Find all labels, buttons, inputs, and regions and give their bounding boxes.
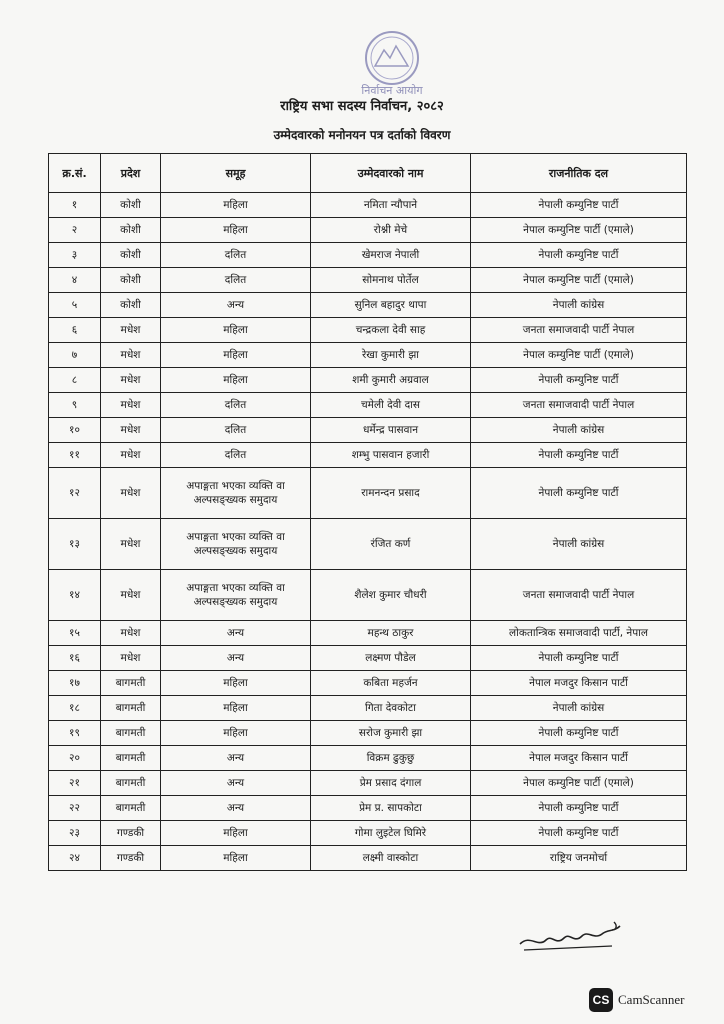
cell-province: बागमती: [101, 696, 161, 721]
table-row: [49, 721, 687, 746]
cell-candidate-name: गिता देवकोटा: [311, 696, 471, 721]
cell-party: नेपाली कम्युनिष्ट पार्टी: [471, 443, 687, 468]
cell-party: नेपाल मजदुर किसान पार्टी: [471, 746, 687, 771]
cell-group: दलित: [161, 443, 311, 468]
cell-province: गण्डकी: [101, 846, 161, 871]
cell-province: बागमती: [101, 671, 161, 696]
cell-province: गण्डकी: [101, 821, 161, 846]
cell-candidate-name: रंजित कर्ण: [311, 519, 471, 570]
cell-serial: ८: [49, 368, 101, 393]
cell-party: नेपाल कम्युनिष्ट पार्टी (एमाले): [471, 771, 687, 796]
table-row: [49, 318, 687, 343]
cell-party: नेपाली कम्युनिष्ट पार्टी: [471, 646, 687, 671]
cell-party: नेपाल कम्युनिष्ट पार्टी (एमाले): [471, 343, 687, 368]
table-row: [49, 468, 687, 519]
cell-candidate-name: शैलेश कुमार चौधरी: [311, 570, 471, 621]
cell-province: मधेश: [101, 646, 161, 671]
cell-province: कोशी: [101, 218, 161, 243]
table-row: [49, 268, 687, 293]
cell-province: बागमती: [101, 746, 161, 771]
cell-group: दलित: [161, 418, 311, 443]
table-row: [49, 570, 687, 621]
cell-candidate-name: चन्द्रकला देवी साह: [311, 318, 471, 343]
cell-group: महिला: [161, 846, 311, 871]
cell-candidate-name: सुनिल बहादुर थापा: [311, 293, 471, 318]
cell-province: मधेश: [101, 368, 161, 393]
table-row: [49, 646, 687, 671]
camscanner-watermark: CamScanner: [618, 992, 685, 1007]
cell-party: नेपाली कम्युनिष्ट पार्टी: [471, 368, 687, 393]
cell-group: महिला: [161, 368, 311, 393]
cell-group: अपाङ्गता भएका व्यक्ति वा अल्पसङ्ख्यक समुदाय: [161, 519, 311, 570]
cell-serial: १७: [49, 671, 101, 696]
cell-candidate-name: प्रेम प्र. सापकोटा: [311, 796, 471, 821]
cell-province: मधेश: [101, 418, 161, 443]
cell-province: बागमती: [101, 796, 161, 821]
cell-group: अन्य: [161, 796, 311, 821]
table-header-row: [49, 154, 687, 193]
cell-candidate-name: लक्ष्मण पौडेल: [311, 646, 471, 671]
cell-candidate-name: कबिता महर्जन: [311, 671, 471, 696]
cell-province: मधेश: [101, 318, 161, 343]
header-province: प्रदेश: [101, 154, 161, 193]
cell-group: दलित: [161, 268, 311, 293]
cell-group: महिला: [161, 671, 311, 696]
cell-candidate-name: नमिता न्यौपाने: [311, 193, 471, 218]
page-subtitle: उम्मेदवारको मनोनयन पत्र दर्ताको विवरण: [273, 128, 451, 142]
cell-serial: १२: [49, 468, 101, 519]
cell-party: जनता समाजवादी पार्टी नेपाल: [471, 318, 687, 343]
cell-province: कोशी: [101, 268, 161, 293]
header-party: राजनीतिक दल: [471, 154, 687, 193]
candidate-table: [48, 153, 687, 871]
cell-serial: १८: [49, 696, 101, 721]
cell-candidate-name: शम्भु पासवान हजारी: [311, 443, 471, 468]
cell-province: मधेश: [101, 519, 161, 570]
table-row: [49, 243, 687, 268]
cell-province: कोशी: [101, 243, 161, 268]
cell-province: कोशी: [101, 193, 161, 218]
cell-party: नेपाली कांग्रेस: [471, 519, 687, 570]
cell-party: लोकतान्त्रिक समाजवादी पार्टी, नेपाल: [471, 621, 687, 646]
table-row: [49, 671, 687, 696]
cell-group: दलित: [161, 243, 311, 268]
table-row: [49, 218, 687, 243]
cell-serial: ११: [49, 443, 101, 468]
cell-serial: १३: [49, 519, 101, 570]
table-row: [49, 193, 687, 218]
cell-serial: १६: [49, 646, 101, 671]
cell-party: नेपाल कम्युनिष्ट पार्टी (एमाले): [471, 218, 687, 243]
header-candidate-name: उम्मेदवारको नाम: [311, 154, 471, 193]
cell-province: मधेश: [101, 621, 161, 646]
table-row: [49, 519, 687, 570]
cell-group: महिला: [161, 696, 311, 721]
cell-serial: ३: [49, 243, 101, 268]
cell-candidate-name: रामनन्दन प्रसाद: [311, 468, 471, 519]
cell-party: नेपाली कांग्रेस: [471, 418, 687, 443]
seal-text: निर्वाचन आयोग: [361, 84, 423, 97]
cell-group: अपाङ्गता भएका व्यक्ति वा अल्पसङ्ख्यक समुदाय: [161, 570, 311, 621]
cell-serial: १४: [49, 570, 101, 621]
table-row: [49, 846, 687, 871]
cell-serial: २३: [49, 821, 101, 846]
cell-serial: १५: [49, 621, 101, 646]
cell-party: राष्ट्रिय जनमोर्चा: [471, 846, 687, 871]
cell-candidate-name: महन्थ ठाकुर: [311, 621, 471, 646]
cell-group: महिला: [161, 193, 311, 218]
cell-group: अन्य: [161, 746, 311, 771]
cell-candidate-name: सोमनाथ पोर्तेल: [311, 268, 471, 293]
cell-group: अन्य: [161, 621, 311, 646]
cell-serial: १: [49, 193, 101, 218]
cell-group: दलित: [161, 393, 311, 418]
cell-candidate-name: लक्ष्मी वास्कोटा: [311, 846, 471, 871]
cell-candidate-name: गोमा लुइटेल घिमिरे: [311, 821, 471, 846]
cell-party: नेपाली कम्युनिष्ट पार्टी: [471, 721, 687, 746]
table-row: [49, 796, 687, 821]
cell-province: कोशी: [101, 293, 161, 318]
cell-serial: २: [49, 218, 101, 243]
cell-candidate-name: विक्रम ढुकुछु: [311, 746, 471, 771]
cell-province: मधेश: [101, 443, 161, 468]
header-serial: क्र.सं.: [49, 154, 101, 193]
cell-serial: ५: [49, 293, 101, 318]
cell-party: नेपाली कांग्रेस: [471, 293, 687, 318]
cell-candidate-name: प्रेम प्रसाद दंगाल: [311, 771, 471, 796]
cell-group: अन्य: [161, 771, 311, 796]
cell-serial: ७: [49, 343, 101, 368]
cell-party: नेपाली कम्युनिष्ट पार्टी: [471, 796, 687, 821]
table-row: [49, 443, 687, 468]
cell-province: मधेश: [101, 570, 161, 621]
cell-group: अन्य: [161, 293, 311, 318]
cell-party: नेपाली कम्युनिष्ट पार्टी: [471, 193, 687, 218]
table-row: [49, 293, 687, 318]
cell-group: अपाङ्गता भएका व्यक्ति वा अल्पसङ्ख्यक समुदाय: [161, 468, 311, 519]
cell-party: नेपाली कम्युनिष्ट पार्टी: [471, 468, 687, 519]
cell-candidate-name: खेमराज नेपाली: [311, 243, 471, 268]
table-row: [49, 368, 687, 393]
cell-party: नेपाल कम्युनिष्ट पार्टी (एमाले): [471, 268, 687, 293]
cell-serial: २०: [49, 746, 101, 771]
table-row: [49, 418, 687, 443]
cell-serial: २४: [49, 846, 101, 871]
cell-serial: २१: [49, 771, 101, 796]
cell-candidate-name: शमी कुमारी अग्रवाल: [311, 368, 471, 393]
cell-candidate-name: सरोज कुमारी झा: [311, 721, 471, 746]
cell-serial: ९: [49, 393, 101, 418]
cell-province: बागमती: [101, 771, 161, 796]
cell-candidate-name: रेखा कुमारी झा: [311, 343, 471, 368]
cell-group: अन्य: [161, 646, 311, 671]
cell-serial: ४: [49, 268, 101, 293]
cell-group: महिला: [161, 821, 311, 846]
cell-group: महिला: [161, 343, 311, 368]
cell-party: नेपाली कांग्रेस: [471, 696, 687, 721]
table-row: [49, 696, 687, 721]
cell-group: महिला: [161, 721, 311, 746]
cell-party: नेपाल मजदुर किसान पार्टी: [471, 671, 687, 696]
page-title: राष्ट्रिय सभा सदस्य निर्वाचन, २०८२: [280, 99, 444, 114]
cell-group: महिला: [161, 218, 311, 243]
cell-province: मधेश: [101, 393, 161, 418]
table-row: [49, 343, 687, 368]
table-row: [49, 821, 687, 846]
cell-province: मधेश: [101, 343, 161, 368]
cell-party: नेपाली कम्युनिष्ट पार्टी: [471, 821, 687, 846]
cell-party: नेपाली कम्युनिष्ट पार्टी: [471, 243, 687, 268]
cell-serial: १९: [49, 721, 101, 746]
cell-candidate-name: रोश्नी मेचे: [311, 218, 471, 243]
cell-province: मधेश: [101, 468, 161, 519]
cell-party: जनता समाजवादी पार्टी नेपाल: [471, 570, 687, 621]
header-group: समूह: [161, 154, 311, 193]
table-row: [49, 621, 687, 646]
table-row: [49, 746, 687, 771]
cell-serial: २२: [49, 796, 101, 821]
cell-candidate-name: धर्मेन्द्र पासवान: [311, 418, 471, 443]
cell-group: महिला: [161, 318, 311, 343]
cell-candidate-name: चमेली देवी दास: [311, 393, 471, 418]
camscanner-logo-icon: CS: [589, 988, 613, 1012]
cell-province: बागमती: [101, 721, 161, 746]
cell-serial: १०: [49, 418, 101, 443]
table-row: [49, 771, 687, 796]
table-row: [49, 393, 687, 418]
cell-serial: ६: [49, 318, 101, 343]
signature: [516, 918, 626, 956]
cell-party: जनता समाजवादी पार्टी नेपाल: [471, 393, 687, 418]
